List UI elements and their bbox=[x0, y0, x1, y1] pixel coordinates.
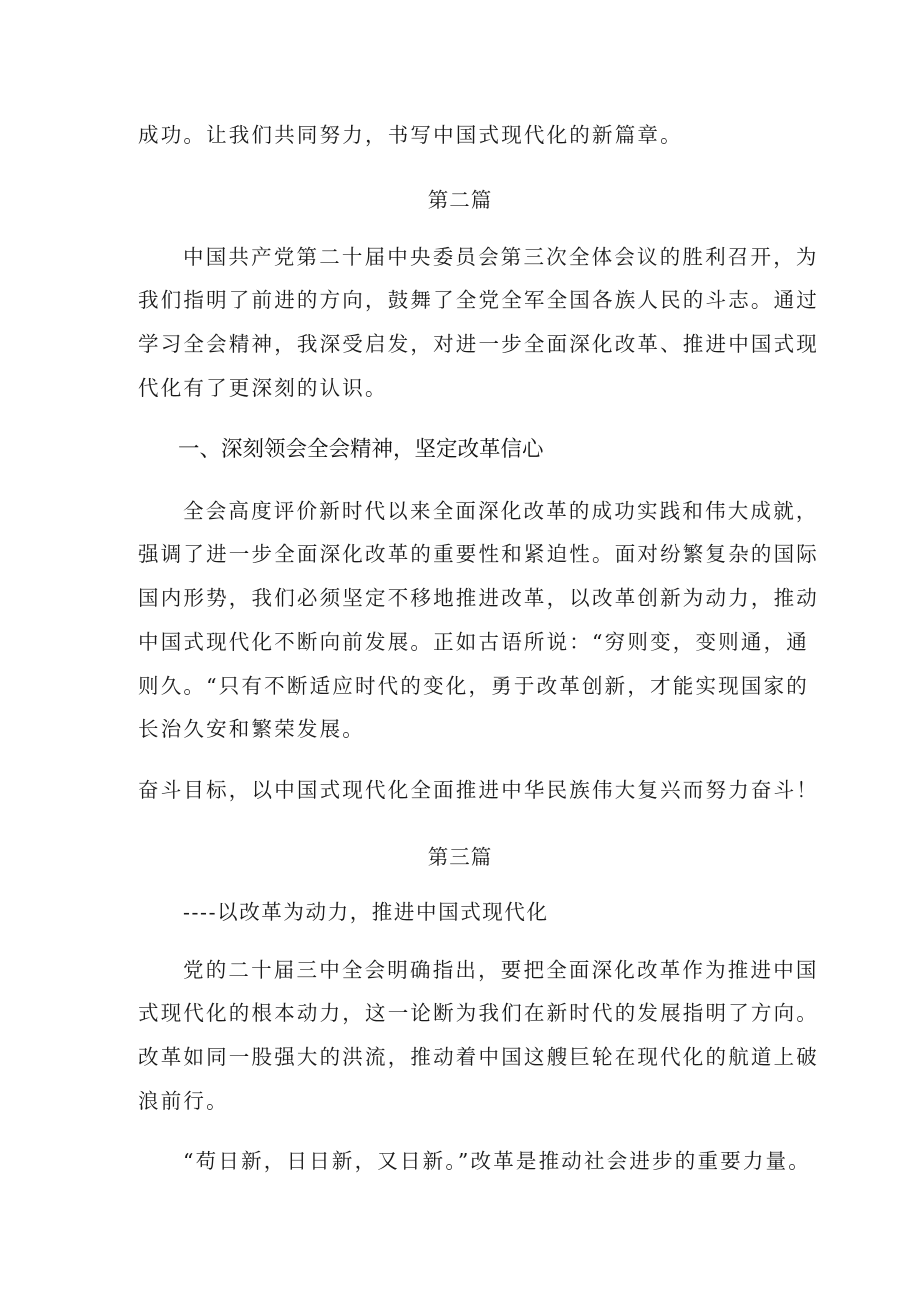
paragraph-line: 奋斗目标，以中国式现代化全面推进中华民族伟大复兴而努力奋斗！ bbox=[138, 778, 819, 802]
section-title-3: 第三篇 bbox=[427, 845, 493, 869]
paragraph-line: 我们指明了前进的方向，鼓舞了全党全军全国各族人民的斗志。通过 bbox=[138, 288, 819, 312]
section-title-2: 第二篇 bbox=[427, 188, 493, 212]
paragraph-line: 全会高度评价新时代以来全面深化改革的成功实践和伟大成就， bbox=[183, 499, 819, 523]
paragraph-line: 中国共产党第二十届中央委员会第三次全体会议的胜利召开，为 bbox=[183, 245, 819, 269]
paragraph-line: 党的二十届三中全会明确指出，要把全面深化改革作为推进中国 bbox=[183, 958, 819, 982]
section-subtitle: ----以改革为动力，推进中国式现代化 bbox=[183, 900, 549, 924]
paragraph-line: 代化有了更深刻的认识。 bbox=[138, 376, 388, 400]
paragraph-line: 成功。让我们共同努力，书写中国式现代化的新篇章。 bbox=[138, 123, 683, 147]
paragraph-line: “苟日新，日日新，又日新。”改革是推动社会进步的重要力量。 bbox=[183, 1149, 812, 1173]
paragraph-line: 浪前行。 bbox=[138, 1089, 229, 1113]
paragraph-line: 学习全会精神，我深受启发，对进一步全面深化改革、推进中国式现 bbox=[138, 332, 819, 356]
section-heading: 一、深刻领会全会精神，坚定改革信心 bbox=[178, 437, 544, 462]
paragraph-line: 式现代化的根本动力，这一论断为我们在新时代的发展指明了方向。 bbox=[138, 1001, 819, 1025]
paragraph-line: 中国式现代化不断向前发展。正如古语所说：“穷则变，变则通，通 bbox=[138, 630, 809, 654]
paragraph-line: 长治久安和繁荣发展。 bbox=[138, 717, 365, 741]
paragraph-line: 强调了进一步全面深化改革的重要性和紧迫性。面对纷繁复杂的国际 bbox=[138, 542, 819, 566]
paragraph-line: 则久。“只有不断适应时代的变化，勇于改革创新，才能实现国家的 bbox=[138, 674, 809, 698]
paragraph-line: 改革如同一股强大的洪流，推动着中国这艘巨轮在现代化的航道上破 bbox=[138, 1045, 819, 1069]
paragraph-line: 国内形势，我们必须坚定不移地推进改革，以改革创新为动力，推动 bbox=[138, 586, 819, 610]
